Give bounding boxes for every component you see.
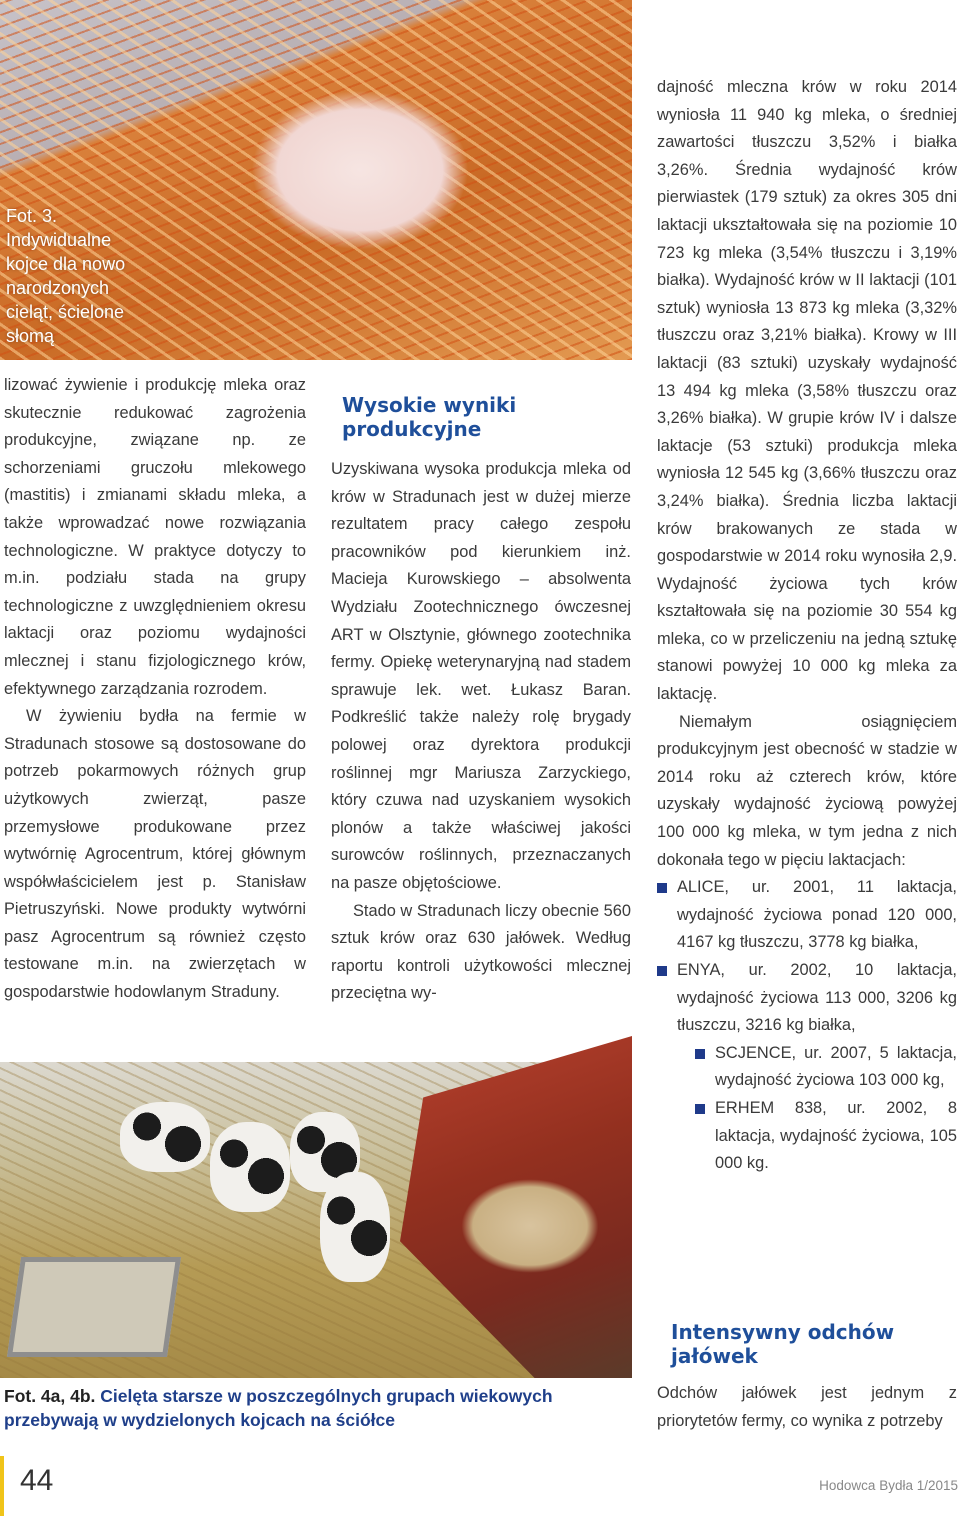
col-mid-paragraph-1: Uzyskiwana wysoka produkcja mleka od krów w Stradunach jest w dużej mierze rezultatem pracy całego zespołu pracowników pod kierunkiem inż. Macieja Kurowskiego – absolwenta Wydziału Zootechnicznego ówczesnej ART w Olsztynie, głównego zootechnika fermy. Opiekę weterynaryjną nad stadem sprawuje lek. wet. Łukasz Baran. Podkreślić także należy rolę brygady polowej oraz dyrektora produkcji roślinnej mgr Mariusza Zarzyckiego, który czuwa nad uzyskaniem wysokich plonów a także właściwej jakości surowców roślinnych, przeznaczanych na pasze objętościowe. [331, 460, 631, 892]
calf-figure [120, 1102, 210, 1172]
list-item: ENYA, ur. 2002, 10 laktacja, wydajność życiowa 113 000, 3206 kg tłuszczu, 3216 kg białka, [657, 957, 957, 1040]
calf-figure [210, 1122, 290, 1212]
photo-top-caption: Fot. 3. Indywidualne kojce dla nowo narodzonych cieląt, ścielone słomą [6, 206, 126, 346]
col-right-paragraph-2: Niemałym osiągnięciem produkcyjnym jest obecność w stadzie w 2014 roku aż czterech krów, które uzyskały wydajność życiową powyżej 100 000 kg mleka, w tym jedna z nich dokonała tego w pięciu laktacjach: [657, 712, 957, 869]
cow-list [657, 874, 957, 1178]
col-right-paragraph-1: dajność mleczna krów w roku 2014 wyniosła 11 940 kg mleka, o średniej zawartości tłuszczu 3,52% i białka 3,26%. Średnia wydajność krów pierwiastek (179 sztuk) za okres 305 dni laktacji ukształtowała się na poziomie 10 723 kg mleka (3,54% tłuszczu i 3,19% białka). Wydajność krów w II laktacji (101 sztuk) wyniosła 13 873 kg mleka (3,32% tłuszczu oraz 3,21% białka). Krowy w III laktacji (83 sztuki) uzyskały wydajność 13 494 kg mleka (3,58% tłuszczu oraz 3,26% białka). W grupie krów IV i dalsze laktacje (53 sztuki) produkcja mleka wyniosła 12 545 kg (3,66% tłuszczu oraz 3,24% białka). Średnia liczba laktacji krów brakowanych ze stada w gospodarstwie w 2014 roku wynosiła 2,9. Wydajność życiowa tych krów kształtowała się na poziomie 30 554 kg mleka, co w przeliczeniu na jedną sztukę stanowi powyżej 10 000 kg mleka za laktację. [657, 78, 957, 704]
column-left [4, 372, 306, 1007]
calf-figure [320, 1172, 390, 1282]
column-right [657, 74, 957, 1178]
list-item: ALICE, ur. 2001, 11 laktacja, wydajność życiowa ponad 120 000, 4167 kg tłuszczu, 3778 kg białka, [657, 874, 957, 957]
list-item: ERHEM 838, ur. 2002, 8 laktacja, wydajność życiowa, 105 000 kg. [657, 1095, 957, 1178]
list-item: SCJENCE, ur. 2007, 5 laktacja, wydajność życiowa 103 000 kg, [657, 1040, 957, 1095]
column-middle [331, 456, 631, 1008]
caption-label: Fot. 4a, 4b. [4, 1386, 96, 1406]
column-right-bottom [657, 1380, 957, 1435]
page-number: 44 [20, 1464, 54, 1497]
feed-trough [7, 1257, 181, 1357]
section2-paragraph-1: Odchów jałówek jest jednym z priorytetów fermy, co wynika z potrzeby [657, 1384, 957, 1430]
photo-calf-in-straw-pen [0, 0, 632, 360]
journal-name: Hodowca Bydła 1/2015 [819, 1478, 958, 1493]
photo-bottom-caption [4, 1384, 624, 1432]
footer-accent-bar [0, 1456, 4, 1516]
col-left-paragraph-1: lizować żywienie i produkcję mleka oraz skutecznie redukować zagrożenia produkcyjne, związane np. ze schorzeniami gruczołu mlekowego (mastitis) i zmianami składu mleka, a także wprowadzać nowe rozwiązania technologiczne. W praktyce dotyczy to m.in. podziału stada na grupy technologiczne z uwzględnieniem okresu laktacji oraz poziomu wydajności mlecznej i stanu fizjologicznego krów, efektywnego zarządzania rozrodem. [4, 376, 306, 698]
col-left-paragraph-2: W żywieniu bydła na fermie w Stradunach stosowe są dostosowane do potrzeb pokarmowych różnych grup użytkowych zwierząt, pasze przemysłowe produkowane przez wytwórnię Agrocentrum, której głównym współwłaścicielem jest p. Stanisław Pietruszyński. Nowe produkty wytwórni pasz Agrocentrum są również często testowane m.in. na zwierzętach w gospodarstwie hodowlanym Straduny. [4, 707, 306, 1002]
section-heading-production: Wysokie wyniki produkcyjne [342, 393, 517, 441]
section-heading-heifers: Intensywny odchów jałówek [671, 1320, 895, 1368]
col-mid-paragraph-2: Stado w Stradunach liczy obecnie 560 sztuk krów oraz 630 jałówek. Według raportu kontroli użytkowości mlecznej przeciętna wy- [331, 901, 631, 1003]
caption-text: Cielęta starsze w poszczególnych grupach wiekowych przebywają w wydzielonych kojcach na ściółce [4, 1386, 553, 1430]
